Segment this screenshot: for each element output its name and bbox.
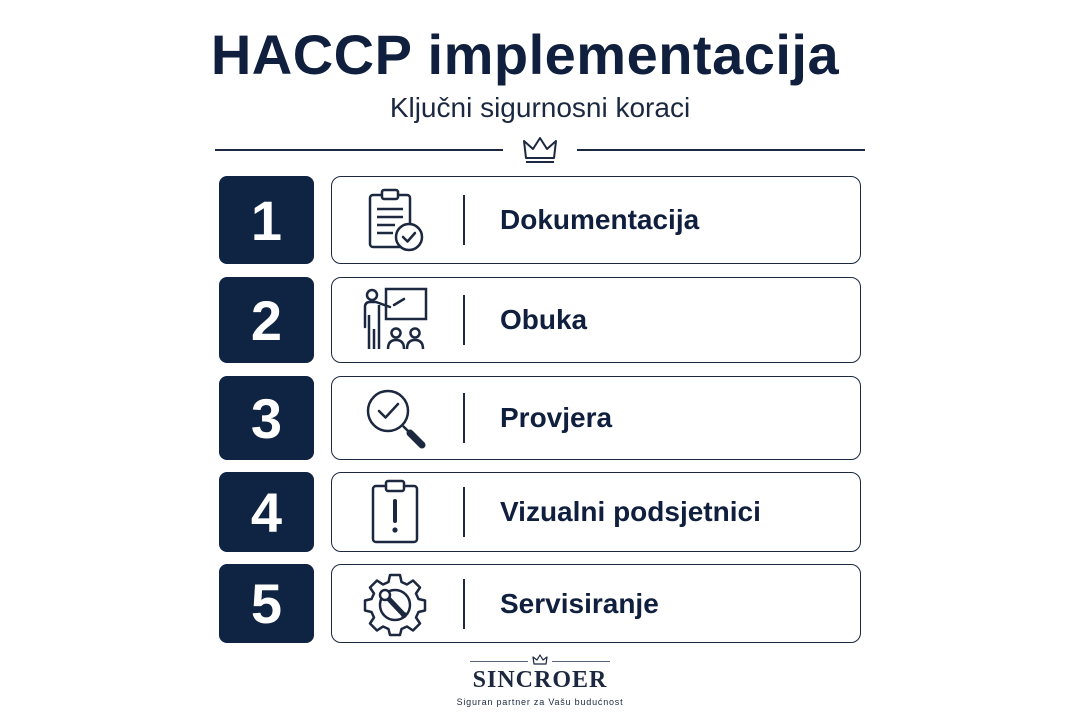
magnifier-check-icon <box>360 383 430 453</box>
page-subtitle: Ključni sigurnosni koraci <box>389 92 691 123</box>
crown-icon <box>521 134 559 164</box>
brand-logo: SINCROER <box>472 667 608 693</box>
step-row-1 <box>219 176 861 264</box>
step-number: 5 <box>219 564 314 643</box>
brand-line-left <box>470 661 528 662</box>
page-title: HACCP implementacija <box>210 23 840 86</box>
divider-right <box>577 149 865 151</box>
step-number: 4 <box>219 472 314 552</box>
brand-line-right <box>552 661 610 662</box>
clipboard-check-icon <box>360 185 430 255</box>
brand-crown-icon <box>532 654 548 666</box>
presentation-training-icon <box>360 285 430 355</box>
step-separator <box>463 579 465 629</box>
step-number: 1 <box>219 176 314 264</box>
step-number: 3 <box>219 376 314 460</box>
step-row-4 <box>219 472 861 552</box>
step-card <box>331 564 861 643</box>
step-card <box>331 472 861 552</box>
step-label: Servisiranje <box>500 587 659 619</box>
step-row-2 <box>219 277 861 363</box>
gear-wrench-icon <box>360 569 430 639</box>
clipboard-alert-icon <box>360 477 430 547</box>
brand-tagline: Siguran partner za Vašu budućnost <box>456 697 624 707</box>
step-card <box>331 176 861 264</box>
step-card <box>331 277 861 363</box>
step-row-5 <box>219 564 861 643</box>
step-card <box>331 376 861 460</box>
step-separator <box>463 195 465 245</box>
divider-left <box>215 149 503 151</box>
step-label: Dokumentacija <box>500 204 700 235</box>
step-label: Obuka <box>500 304 588 335</box>
step-separator <box>463 295 465 345</box>
step-label: Provjera <box>500 402 613 433</box>
step-label: Vizualni podsjetnici <box>500 496 761 527</box>
step-number: 2 <box>219 277 314 363</box>
step-separator <box>463 487 465 537</box>
step-row-3 <box>219 376 861 460</box>
step-separator <box>463 393 465 443</box>
